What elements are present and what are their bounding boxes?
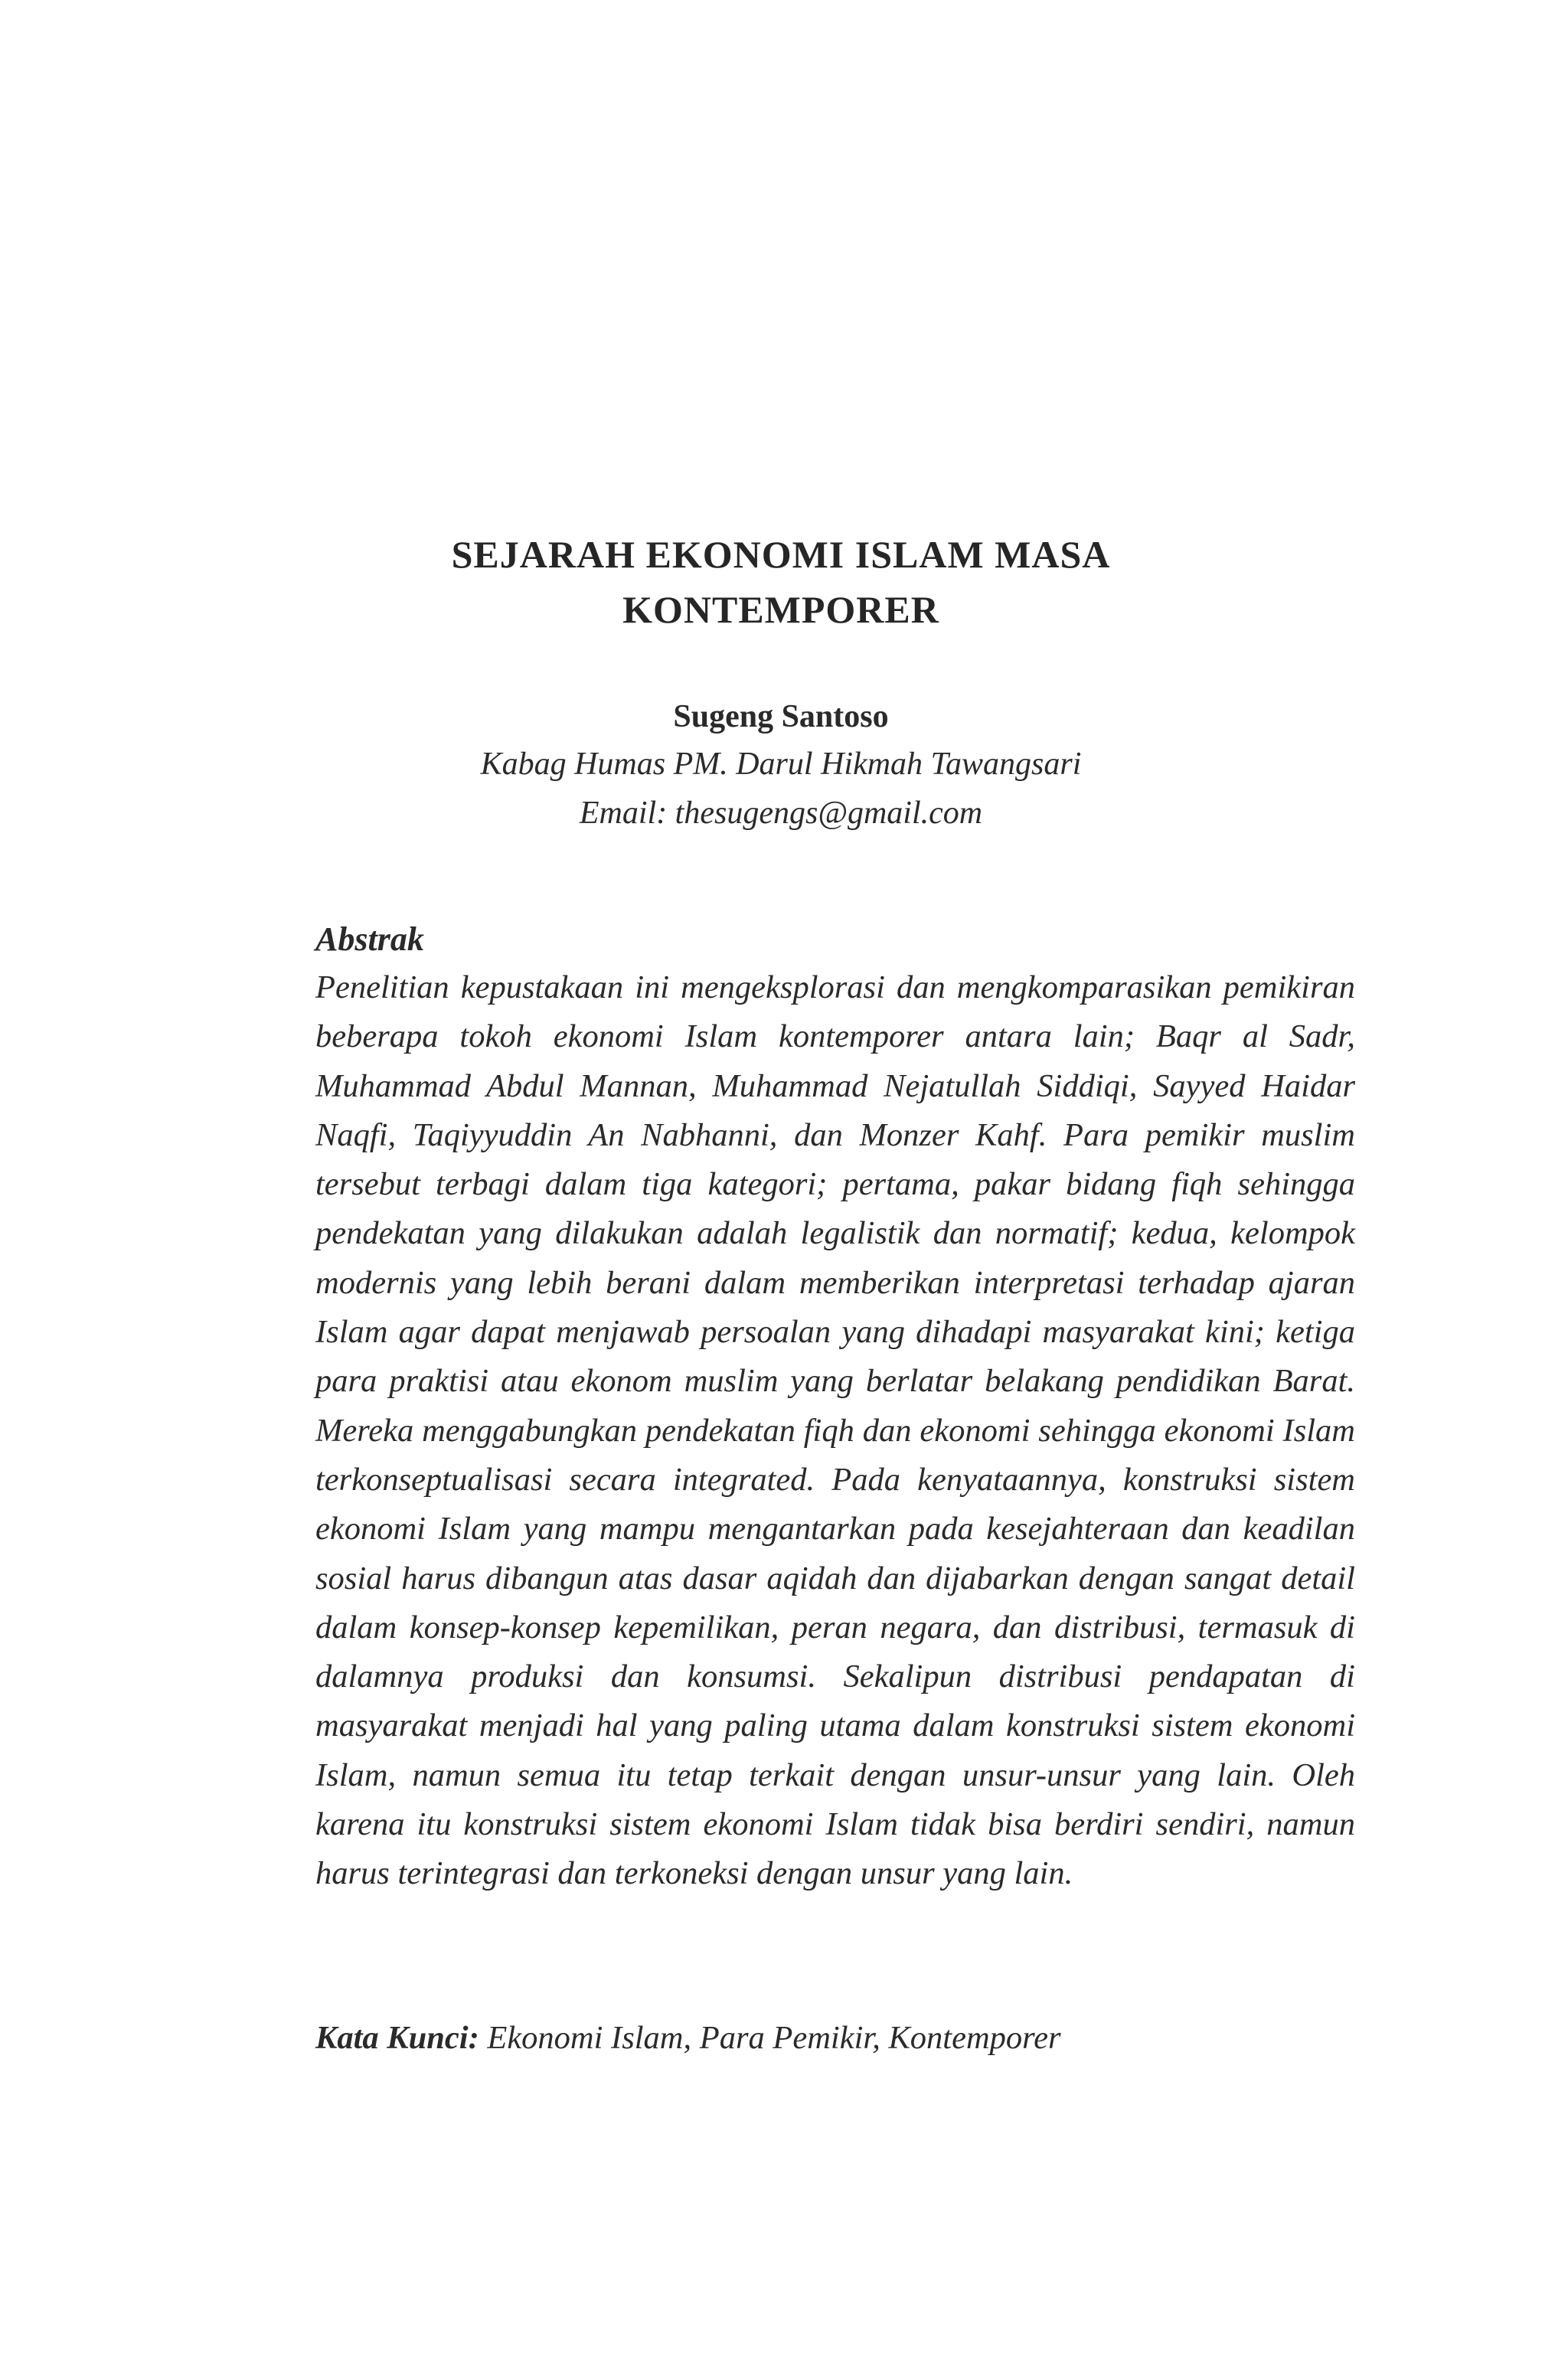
- keywords-text: Ekonomi Islam, Para Pemikir, Kontemporer: [487, 2020, 1061, 2056]
- keywords-line: [315, 2014, 1355, 2063]
- author-email: Email: thesugengs@gmail.com: [579, 796, 983, 831]
- paper-title: [306, 527, 1256, 637]
- abstract-heading: Abstrak: [315, 920, 424, 958]
- paper-title-line-1: SEJARAH EKONOMI ISLAM MASA: [451, 533, 1111, 576]
- keywords-label: Kata Kunci:: [315, 2020, 479, 2056]
- abstract-section: [315, 916, 1355, 1899]
- author-affiliation: Kabag Humas PM. Darul Hikmah Tawangsari: [480, 747, 1082, 782]
- author-block: [306, 694, 1256, 838]
- abstract-text: Penelitian kepustakaan ini mengeksplorasi dan mengkomparasikan pemikiran beberapa tokoh ekonomi Islam kontemporer antara lain; Baqr al Sadr, Muhammad Abdul Mannan, Muhammad Nejatullah Siddiqi, Sayyed Haidar Naqfi, Taqiyyuddin An Nabhanni, dan Monzer Kahf. Para pemikir muslim tersebut terbagi dalam tiga kategori; pertama, pakar bidang fiqh sehingga pendekatan yang dilakukan adalah legalistik dan normatif; kedua, kelompok modernis yang lebih berani dalam memberikan interpretasi terhadap ajaran Islam agar dapat menjawab persoalan yang dihadapi masyarakat kini; ketiga para praktisi atau ekonom muslim yang berlatar belakang pendidikan Barat. Mereka menggabungkan pendekatan fiqh dan ekonomi sehingga ekonomi Islam terkonseptualisasi secara integrated. Pada kenyataannya, konstruksi sistem ekonomi Islam yang mampu mengantarkan pada kesejahteraan dan keadilan sosial harus dibangun atas dasar aqidah dan dijabarkan dengan sangat detail dalam konsep-konsep kepemilikan, peran negara, dan distribusi, termasuk di dalamnya produksi dan konsumsi. Sekalipun distribusi pendapatan di masyarakat menjadi hal yang paling utama dalam konstruksi sistem ekonomi Islam, namun semua itu tetap terkait dengan unsur-unsur yang lain. Oleh karena itu konstruksi sistem ekonomi Islam tidak bisa berdiri sendiri, namun harus terintegrasi dan terkoneksi dengan unsur yang lain.: [315, 969, 1355, 1892]
- author-name: Sugeng Santoso: [673, 699, 889, 734]
- paper-title-line-2: KONTEMPORER: [622, 588, 939, 631]
